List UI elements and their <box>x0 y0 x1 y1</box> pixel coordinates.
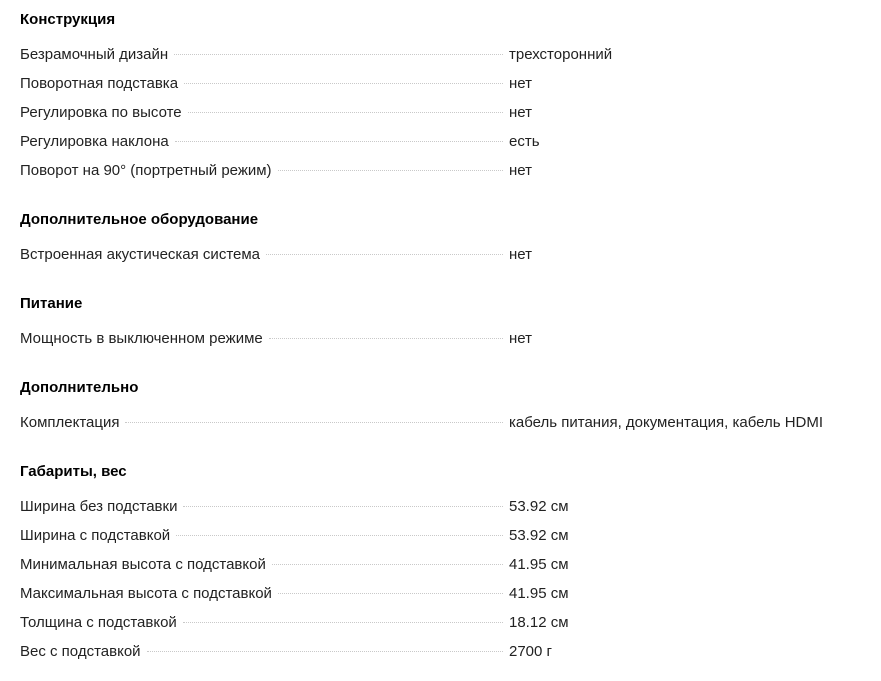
spec-value: трехсторонний <box>509 46 613 63</box>
top-spacer <box>0 0 881 11</box>
spec-value: 2700 г <box>509 643 553 660</box>
leader-dots <box>183 506 503 507</box>
spec-label-cell <box>20 579 509 608</box>
leader-dots <box>269 338 503 339</box>
section-spacer <box>0 269 881 295</box>
leader-dots <box>125 422 503 423</box>
spec-rows <box>0 492 881 666</box>
section-heading: Габариты, вес <box>20 463 127 480</box>
spec-rows <box>0 240 881 269</box>
spec-row <box>0 492 881 521</box>
section-heading: Питание <box>20 295 83 312</box>
spec-section <box>0 379 881 437</box>
spec-value: 41.95 см <box>509 585 569 602</box>
spec-label: Безрамочный дизайн <box>20 46 169 63</box>
spec-rows <box>0 408 881 437</box>
spec-row <box>0 69 881 98</box>
spec-row <box>0 521 881 550</box>
section-spacer <box>0 185 881 211</box>
spec-label-cell <box>20 156 509 185</box>
heading-spacer <box>0 397 881 408</box>
spec-value: нет <box>509 162 532 179</box>
spec-value: 53.92 см <box>509 498 569 515</box>
spec-label: Ширина без подставки <box>20 498 178 515</box>
spec-label: Поворотная подставка <box>20 75 179 92</box>
leader-dots <box>174 54 503 55</box>
spec-label: Ширина с подставкой <box>20 527 171 544</box>
spec-row <box>0 40 881 69</box>
spec-row <box>0 324 881 353</box>
spec-label-cell <box>20 492 509 521</box>
spec-label: Поворот на 90° (портретный режим) <box>20 162 272 179</box>
spec-label-cell <box>20 127 509 156</box>
spec-label-cell <box>20 240 509 269</box>
heading-spacer <box>0 29 881 40</box>
spec-value: нет <box>509 104 532 121</box>
leader-dots <box>183 622 503 623</box>
leader-dots <box>278 593 503 594</box>
spec-row <box>0 637 881 666</box>
spec-label-cell <box>20 521 509 550</box>
spec-row <box>0 579 881 608</box>
spec-row <box>0 240 881 269</box>
leader-dots <box>184 83 503 84</box>
spec-label: Встроенная акустическая система <box>20 246 261 263</box>
spec-label: Комплектация <box>20 414 120 431</box>
spec-value: нет <box>509 246 532 263</box>
spec-label: Регулировка наклона <box>20 133 169 150</box>
spec-value: нет <box>509 330 532 347</box>
section-spacer <box>0 437 881 463</box>
heading-spacer <box>0 481 881 492</box>
heading-spacer <box>0 229 881 240</box>
section-heading: Конструкция <box>20 11 116 28</box>
spec-label-cell <box>20 324 509 353</box>
spec-label: Максимальная высота с подставкой <box>20 585 272 602</box>
leader-dots <box>266 254 503 255</box>
section-heading: Дополнительное оборудование <box>20 211 259 228</box>
leader-dots <box>147 651 503 652</box>
spec-label-cell <box>20 550 509 579</box>
spec-section <box>0 295 881 353</box>
spec-row <box>0 127 881 156</box>
spec-label-cell <box>20 408 509 437</box>
leader-dots <box>272 564 503 565</box>
section-heading: Дополнительно <box>20 379 139 396</box>
spec-rows <box>0 324 881 353</box>
spec-label-cell <box>20 608 509 637</box>
spec-label-cell <box>20 69 509 98</box>
spec-value: 41.95 см <box>509 556 569 573</box>
spec-row <box>0 408 881 437</box>
leader-dots <box>176 535 503 536</box>
leader-dots <box>175 141 503 142</box>
spec-label: Толщина с подставкой <box>20 614 177 631</box>
spec-value: кабель питания, документация, кабель HDMI <box>509 414 824 431</box>
spec-label-cell <box>20 40 509 69</box>
spec-row <box>0 98 881 127</box>
spec-row <box>0 608 881 637</box>
spec-label: Мощность в выключенном режиме <box>20 330 263 347</box>
heading-spacer <box>0 313 881 324</box>
leader-dots <box>188 112 503 113</box>
spec-value: 18.12 см <box>509 614 569 631</box>
spec-value: нет <box>509 75 532 92</box>
spec-section <box>0 463 881 666</box>
spec-label: Вес с подставкой <box>20 643 141 660</box>
spec-row <box>0 550 881 579</box>
spec-label-cell <box>20 637 509 666</box>
section-spacer <box>0 353 881 379</box>
spec-row <box>0 156 881 185</box>
spec-label: Регулировка по высоте <box>20 104 182 121</box>
leader-dots <box>278 170 503 171</box>
spec-label-cell <box>20 98 509 127</box>
spec-value: есть <box>509 133 540 150</box>
spec-label: Минимальная высота с подставкой <box>20 556 266 573</box>
spec-section <box>0 211 881 269</box>
spec-rows <box>0 40 881 185</box>
spec-section <box>0 11 881 185</box>
spec-value: 53.92 см <box>509 527 569 544</box>
